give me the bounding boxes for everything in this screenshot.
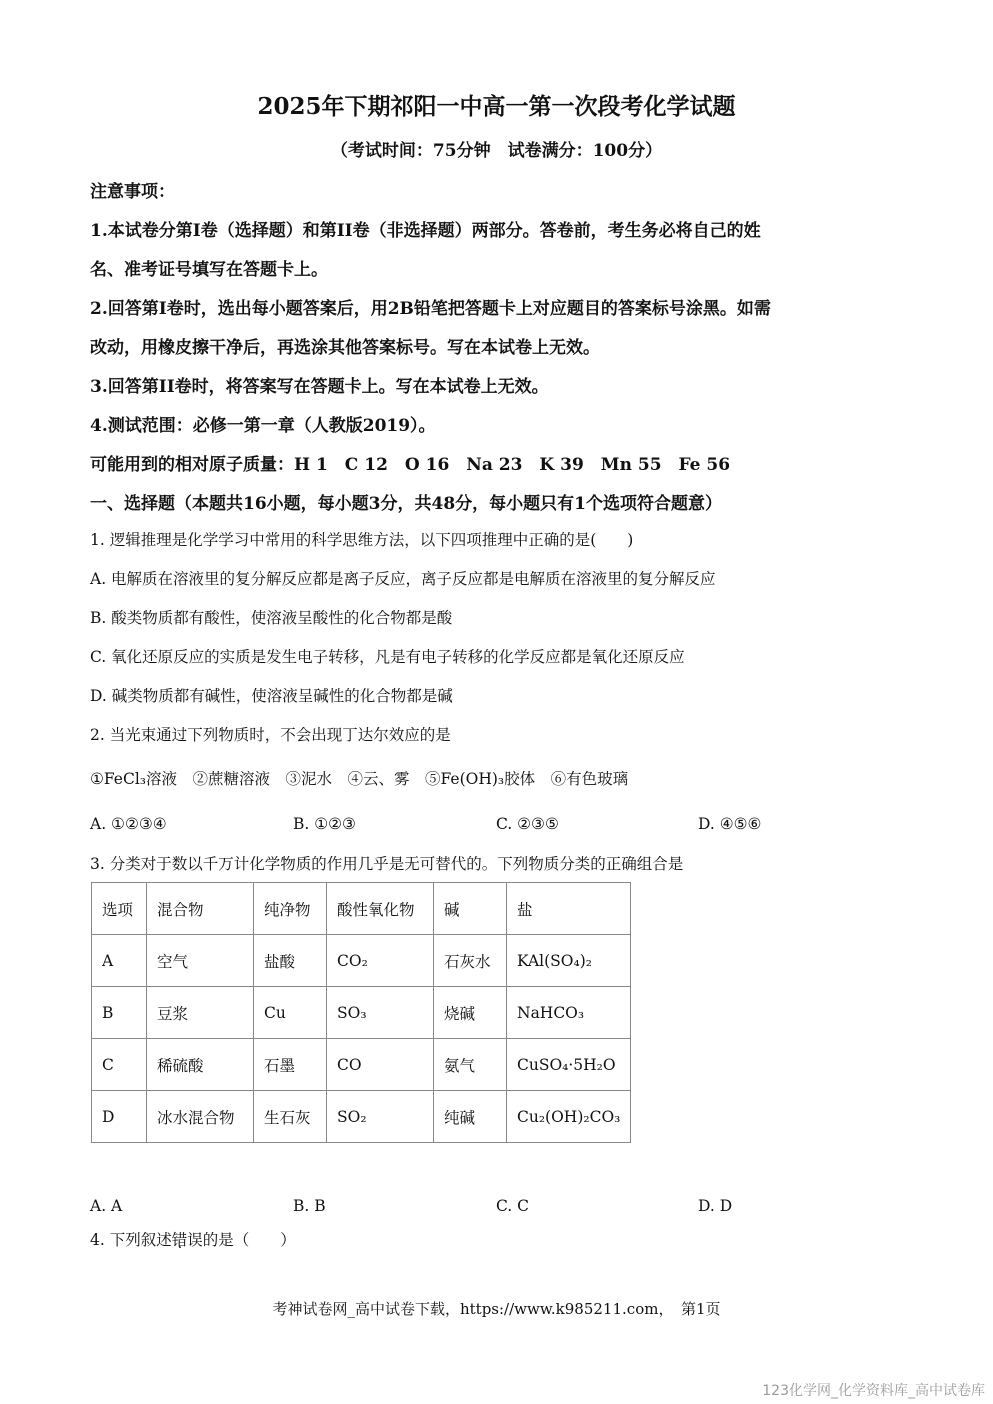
question-3-option-b: B. B	[293, 1197, 326, 1215]
table-header-cell: 纯净物	[254, 883, 327, 935]
question-3-option-c: C. C	[496, 1197, 530, 1215]
table-cell: CO	[327, 1039, 434, 1091]
notice-heading: 注意事项：	[90, 182, 175, 202]
table-cell: NaHCO₃	[507, 987, 631, 1039]
table-cell: A	[92, 935, 147, 987]
notice-line: 4.测试范围：必修一第一章（人教版2019）。	[90, 416, 436, 436]
table-cell: 氨气	[434, 1039, 507, 1091]
table-cell: 纯碱	[434, 1091, 507, 1143]
table-cell: Cu	[254, 987, 327, 1039]
table-cell: CO₂	[327, 935, 434, 987]
notice-line: 改动，用橡皮擦干净后，再选涂其他答案标号。写在本试卷上无效。	[90, 338, 600, 358]
question-1-stem: 1. 逻辑推理是化学学习中常用的科学思维方法，以下四项推理中正确的是( )	[90, 531, 634, 549]
question-4-emphasis: 错误	[171, 1231, 203, 1249]
question-2-stem: 2. 当光束通过下列物质时，不会出现丁达尔效应的是	[90, 726, 451, 744]
table-row	[92, 1091, 631, 1143]
table-cell: SO₃	[327, 987, 434, 1039]
table-cell: 烧碱	[434, 987, 507, 1039]
table-cell: C	[92, 1039, 147, 1091]
table-cell: 空气	[147, 935, 254, 987]
question-2-items: ①FeCl₃溶液 ②蔗糖溶液 ③泥水 ④云、雾 ⑤Fe(OH)₃胶体 ⑥有色玻璃	[90, 770, 629, 788]
table-cell: 石灰水	[434, 935, 507, 987]
table-header-cell: 酸性氧化物	[327, 883, 434, 935]
table-header-cell: 盐	[507, 883, 631, 935]
question-1-option-b: B. 酸类物质都有酸性，使溶液呈酸性的化合物都是酸	[90, 609, 453, 627]
question-3-option-a: A. A	[90, 1197, 123, 1215]
atomic-masses: 可能用到的相对原子质量：H 1 C 12 O 16 Na 23 K 39 Mn 55 Fe 56	[90, 455, 731, 475]
question-1-option-d: D. 碱类物质都有碱性，使溶液呈碱性的化合物都是碱	[90, 687, 453, 705]
notice-line: 2.回答第I卷时，选出每小题答案后，用2B铅笔把答题卡上对应题目的答案标号涂黑。如需	[90, 299, 771, 319]
table-cell: Cu₂(OH)₂CO₃	[507, 1091, 631, 1143]
question-3-option-d: D. D	[698, 1197, 733, 1215]
table-cell: 冰水混合物	[147, 1091, 254, 1143]
page-footer: 考神试卷网_高中试卷下载，https://www.k985211.com， 第1页	[272, 1300, 721, 1318]
table-cell: CuSO₄·5H₂O	[507, 1039, 631, 1091]
page-title: 2025年下期祁阳一中高一第一次段考化学试题	[257, 93, 736, 120]
table-cell: 生石灰	[254, 1091, 327, 1143]
watermark: 123化学网_化学资料库_高中试卷库	[762, 1383, 985, 1399]
question-1-option-a: A. 电解质在溶液里的复分解反应都是离子反应，离子反应都是电解质在溶液里的复分解反应	[90, 570, 716, 588]
question-2-option-c: C. ②③⑤	[496, 815, 559, 833]
exam-info: （考试时间：75分钟 试卷满分：100分）	[330, 141, 663, 161]
question-4-stem-prefix: 4. 下列叙述	[90, 1231, 172, 1249]
notice-line: 1.本试卷分第I卷（选择题）和第II卷（非选择题）两部分。答卷前，考生务必将自己的姓	[90, 221, 761, 241]
table-header-cell: 碱	[434, 883, 507, 935]
table-cell: D	[92, 1091, 147, 1143]
classification-table	[91, 882, 631, 1143]
table-cell: 盐酸	[254, 935, 327, 987]
question-3-stem: 3. 分类对于数以千万计化学物质的作用几乎是无可替代的。下列物质分类的正确组合是	[90, 855, 684, 873]
table-cell: 豆浆	[147, 987, 254, 1039]
table-cell: 稀硫酸	[147, 1039, 254, 1091]
question-2-option-d: D. ④⑤⑥	[698, 815, 762, 833]
notice-line: 名、准考证号填写在答题卡上。	[90, 260, 328, 280]
table-header-cell: 混合物	[147, 883, 254, 935]
question-4-stem-suffix: 的是（ ）	[202, 1231, 296, 1249]
table-header-row	[92, 883, 631, 935]
notice-line: 3.回答第II卷时，将答案写在答题卡上。写在本试卷上无效。	[90, 377, 549, 397]
table-cell: KAl(SO₄)₂	[507, 935, 631, 987]
table-header-cell: 选项	[92, 883, 147, 935]
table-row	[92, 935, 631, 987]
table-row	[92, 987, 631, 1039]
table-cell: 石墨	[254, 1039, 327, 1091]
question-2-option-b: B. ①②③	[293, 815, 356, 833]
section-heading: 一、选择题（本题共16小题，每小题3分，共48分，每小题只有1个选项符合题意）	[90, 494, 722, 514]
table-cell: SO₂	[327, 1091, 434, 1143]
table-row	[92, 1039, 631, 1091]
question-2-option-a: A. ①②③④	[90, 815, 167, 833]
question-1-option-c: C. 氧化还原反应的实质是发生电子转移，凡是有电子转移的化学反应都是氧化还原反应	[90, 648, 685, 666]
table-cell: B	[92, 987, 147, 1039]
question-4-stem	[90, 1228, 296, 1250]
